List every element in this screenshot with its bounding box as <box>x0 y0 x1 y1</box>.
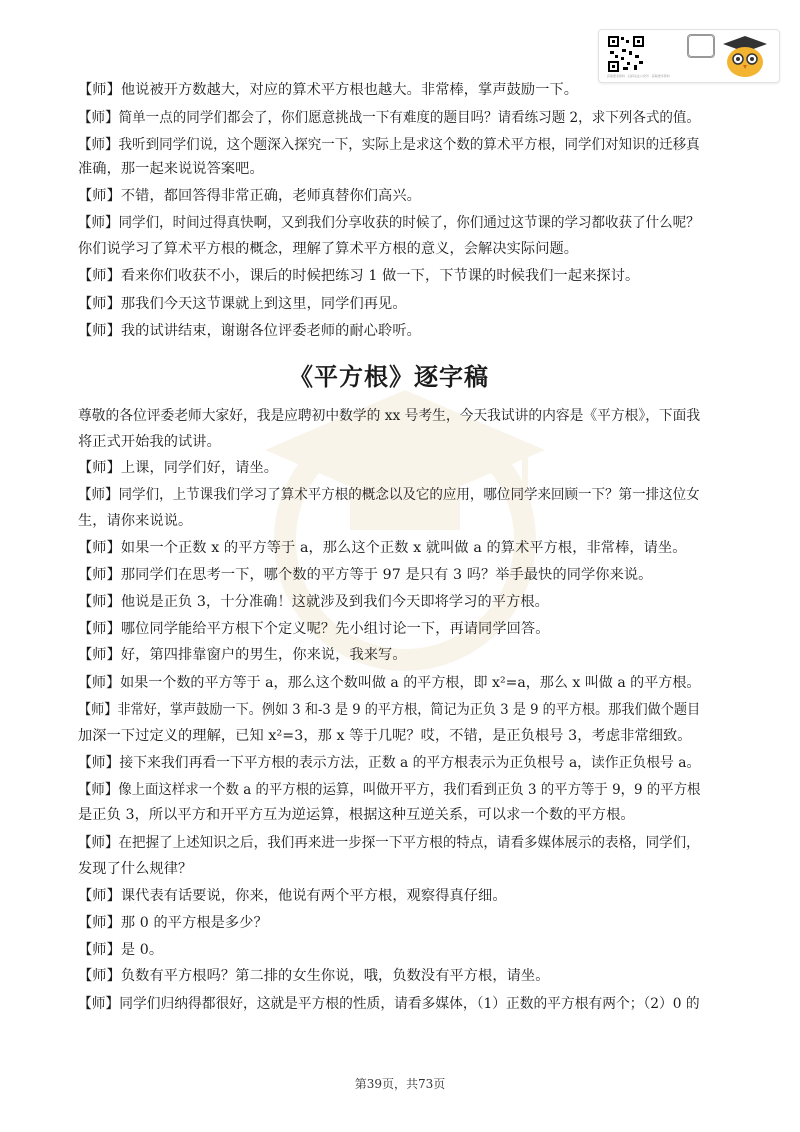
paragraph-line: 【师】是 0。 <box>78 942 164 958</box>
paragraph-line: 【师】他说被开方数越大，对应的算术平方根也越大。非常棒，掌声鼓励一下。 <box>78 82 579 98</box>
paragraph-line: 你们说学习了算术平方根的概念，理解了算术平方根的意义，会解决实际问题。 <box>78 241 579 257</box>
paragraph-line: 【师】在把握了上述知识之后，我们再来进一步探一下平方根的特点，请看多媒体展示的表格，同学们， <box>78 835 700 851</box>
paragraph-line: 【师】同学们归纳得都很好，这就是平方根的性质，请看多媒体，（1）正数的平方根有两个；（2）0 的 <box>78 996 700 1012</box>
paragraph-line: 准确，那一起来说说答案吧。 <box>78 161 264 177</box>
paragraph-line: 【师】不错，都回答得非常正确，老师真替你们高兴。 <box>78 188 421 204</box>
paragraph-line: 尊敬的各位评委老师大家好，我是应聘初中数学的 xx 号考生，今天我试讲的内容是《平方根》，下面我 <box>78 408 701 424</box>
paragraph-line: 【师】课代表有话要说，你来，他说有两个平方根，观察得真仔细。 <box>78 888 507 904</box>
speech-bubble-icon <box>687 34 715 58</box>
paragraph-line: 【师】简单一点的同学们都会了，你们愿意挑战一下有难度的题目吗？请看练习题 2，求下列各式的值。 <box>78 110 700 126</box>
owl-mascot-icon <box>719 34 771 78</box>
paragraph-line: 【师】非常好，掌声鼓励一下。例如 3 和-3 是 9 的平方根，简记为正负 3 是 9 的平方根。那我们做个题目 <box>78 702 701 718</box>
paragraph-line: 【师】那同学们在思考一下，哪个数的平方等于 97 是只有 3 吗？举手最快的同学你来说。 <box>78 567 653 583</box>
paragraph-line: 【师】接下来我们再看一下平方根的表示方法，正数 a 的平方根表示为正负根号 a，读作正负根号 a。 <box>78 755 701 771</box>
paragraph-line: 【师】上课，同学们好，请坐。 <box>78 460 279 476</box>
header-logo-badge <box>598 29 780 83</box>
paragraph-line: 是正负 3，所以平方和开平方互为逆运算，根据这种互逆关系，可以求一个数的平方根。 <box>78 807 635 823</box>
paragraph-line: 【师】负数有平方根吗？第二排的女生你说，哦，负数没有平方根，请坐。 <box>78 968 550 984</box>
section-title: 《平方根》逐字稿 <box>289 362 489 391</box>
paragraph-line: 【师】同学们，时间过得真快啊，又到我们分享收获的时候了，你们通过这节课的学习都收获了什么呢？ <box>78 215 700 231</box>
paragraph-line: 将正式开始我的试讲。 <box>78 434 221 450</box>
paragraph-line: 【师】同学们，上节课我们学习了算术平方根的概念以及它的应用，哪位同学来回顾一下？第一排这位女 <box>78 487 700 503</box>
paragraph-line: 【师】我的试讲结束，谢谢各位评委老师的耐心聆听。 <box>78 323 421 339</box>
paragraph-line: 【师】他说是正负 3，十分准确！这就涉及到我们今天即将学习的平方根。 <box>78 594 549 610</box>
qr-code-icon <box>607 35 645 73</box>
paragraph-line: 【师】如果一个正数 x 的平方等于 a，那么这个正数 x 就叫做 a 的算术平方根，非常棒，请坐。 <box>78 540 687 556</box>
paragraph-line: 【师】好，第四排靠窗户的男生，你来说，我来写。 <box>78 647 407 663</box>
page-number: 第39页，共73页 <box>354 1077 446 1091</box>
paragraph-line: 发现了什么规律？ <box>78 861 193 877</box>
paragraph-line: 加深一下过定义的理解，已知 x²=3，那 x 等于几呢？哎，不错，是正负根号 3，考虑非常细致。 <box>78 728 692 744</box>
paragraph-line: 【师】看来你们收获不小，课后的时候把练习 1 做一下，下节课的时候我们一起来探讨。 <box>78 268 640 284</box>
paragraph-line: 【师】那我们今天这节课就上到这里，同学们再见。 <box>78 296 407 312</box>
paragraph-line: 生，请你来说说。 <box>78 513 193 529</box>
paragraph-line: 【师】那 0 的平方根是多少？ <box>78 915 268 931</box>
paragraph-line: 【师】哪位同学能给平方根下个定义呢？先小组讨论一下，再请同学回答。 <box>78 621 550 637</box>
paragraph-line: 【师】像上面这样求一个数 a 的平方根的运算，叫做开平方，我们看到正负 3 的平方等于 9，9 的平方根 <box>78 782 701 798</box>
logo-caption: 获取更多资料 · 扫码关注公众号 · 获取更多资料 <box>607 74 670 78</box>
paragraph-line: 【师】如果一个数的平方等于 a，那么这个数叫做 a 的平方根，即 x²=a，那么 x 叫做 a 的平方根。 <box>78 675 701 691</box>
paragraph-line: 【师】我听到同学们说，这个题深入探究一下，实际上是求这个数的算术平方根，同学们对知识的迁移真 <box>78 137 700 153</box>
